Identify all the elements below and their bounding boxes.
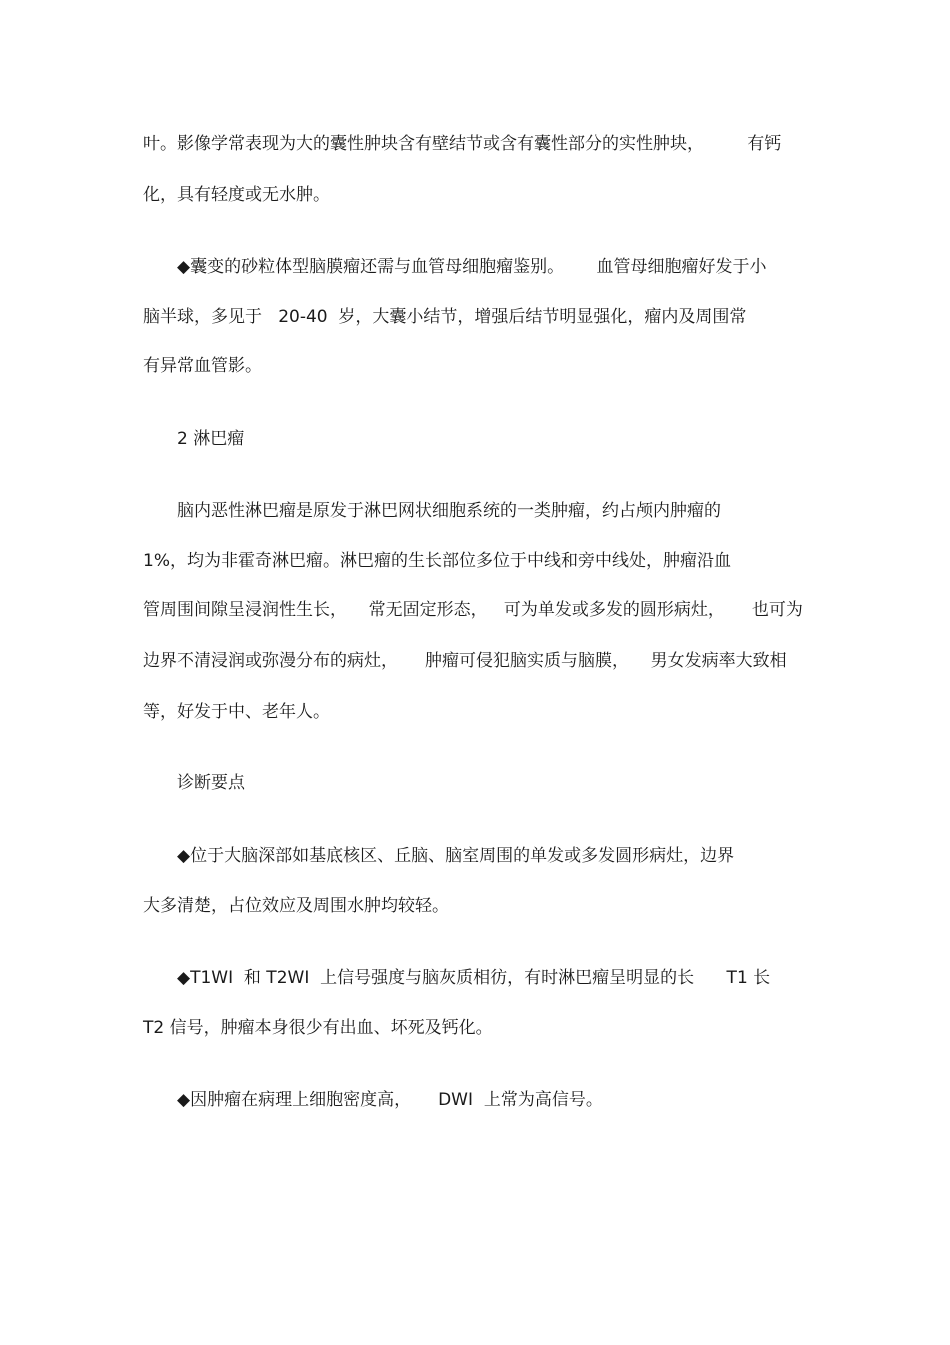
bullet-item: ◆囊变的砂粒体型脑膜瘤还需与血管母细胞瘤鉴别。 血管母细胞瘤好发于小 xyxy=(177,257,767,277)
text-line: 边界不清浸润或弥漫分布的病灶， 肿瘤可侵犯脑实质与脑膜， 男女发病率大致相 xyxy=(143,651,787,671)
text-line: 大多清楚，占位效应及周围水肿均较轻。 xyxy=(143,896,449,916)
text-line: 有异常血管影。 xyxy=(143,356,262,376)
paragraph-line: 脑内恶性淋巴瘤是原发于淋巴网状细胞系统的一类肿瘤，约占颅内肿瘤的 xyxy=(177,501,721,521)
text-line: T2 信号，肿瘤本身很少有出血、坏死及钙化。 xyxy=(143,1018,493,1038)
text-line: 化，具有轻度或无水肿。 xyxy=(143,185,330,205)
bullet-item: ◆因肿瘤在病理上细胞密度高， DWI 上常为高信号。 xyxy=(177,1090,603,1110)
text-line: 脑半球，多见于 20-40 岁，大囊小结节，增强后结节明显强化，瘤内及周围常 xyxy=(143,307,747,327)
text-line: 1%，均为非霍奇淋巴瘤。淋巴瘤的生长部位多位于中线和旁中线处，肿瘤沿血 xyxy=(143,551,731,571)
bullet-item: ◆T1WI 和 T2WI 上信号强度与脑灰质相彷，有时淋巴瘤呈明显的长 T1 长 xyxy=(177,968,771,988)
text-line: 等，好发于中、老年人。 xyxy=(143,702,330,722)
subsection-heading: 诊断要点 xyxy=(177,773,245,793)
section-heading: 2 淋巴瘤 xyxy=(177,429,245,449)
bullet-item: ◆位于大脑深部如基底核区、丘脑、脑室周围的单发或多发圆形病灶，边界 xyxy=(177,846,735,866)
text-line: 管周围间隙呈浸润性生长， 常无固定形态， 可为单发或多发的圆形病灶， 也可为 xyxy=(143,600,803,620)
text-line: 叶。影像学常表现为大的囊性肿块含有壁结节或含有囊性部分的实性肿块， 有钙 xyxy=(143,134,782,154)
